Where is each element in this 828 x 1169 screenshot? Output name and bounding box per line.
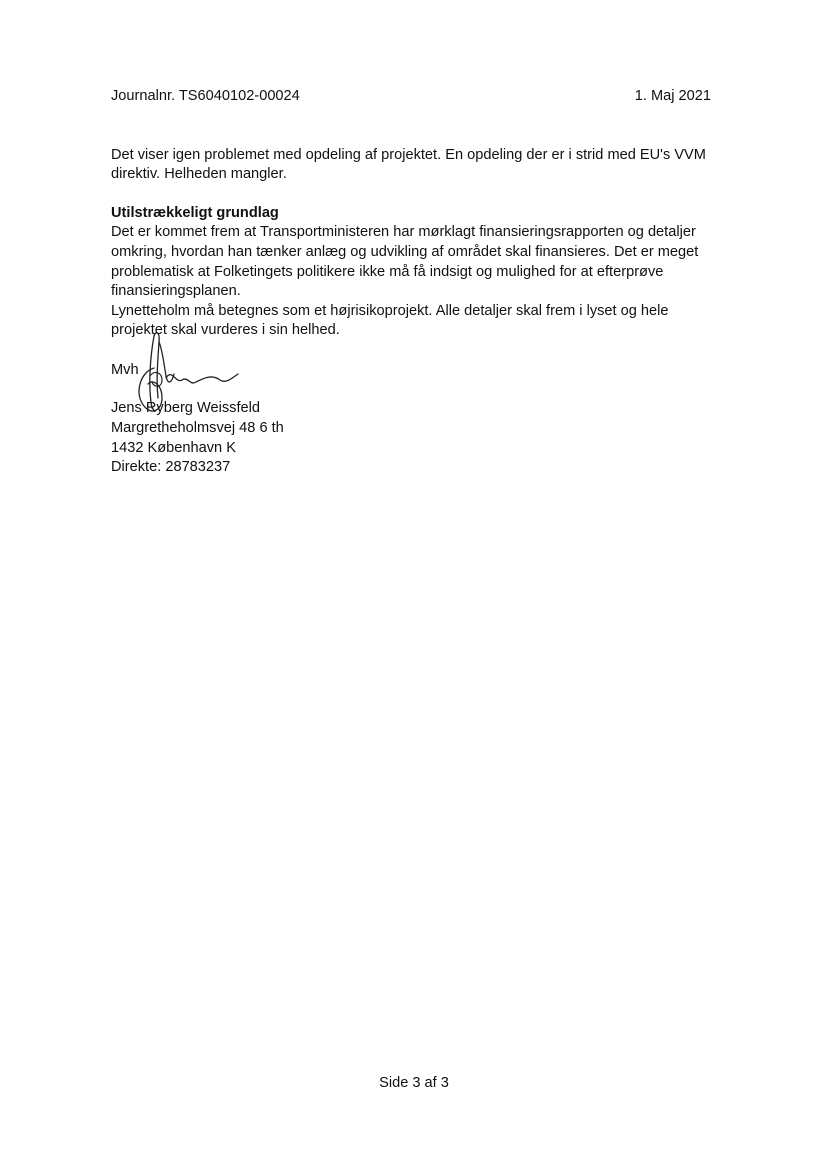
section-line: omkring, hvordan han tænker anlæg og udvikling af området skal finansieres. Det er meget (111, 244, 699, 260)
salutation: Mvh (111, 362, 139, 378)
section-line: finansieringsplanen. (111, 283, 241, 299)
intro-line: direktiv. Helheden mangler. (111, 166, 287, 182)
document-date: 1. Maj 2021 (634, 88, 711, 104)
section-line: Lynetteholm må betegnes som et højrisikoprojekt. Alle detaljer skal frem i lyset og hele (111, 303, 669, 319)
section-heading: Utilstrækkeligt grundlag (111, 205, 279, 221)
journal-number: Journalnr. TS6040102-00024 (111, 88, 300, 104)
page-number: Side 3 af 3 (379, 1075, 449, 1091)
section-line: projektet skal vurderes i sin helhed. (111, 322, 340, 338)
section-line: problematisk at Folketingets politikere ikke må få indsigt og mulighed for at efterprøve (111, 264, 664, 280)
handwritten-signature (132, 328, 252, 424)
intro-line: Det viser igen problemet med opdeling af projektet. En opdeling der er i strid med EU's VVM (111, 147, 706, 163)
sender-name: Jens Ryberg Weissfeld (111, 400, 260, 416)
section-line: Det er kommet frem at Transportministeren har mørklagt finansieringsrapporten og detaljer (111, 224, 696, 240)
sender-address-line1: Margretheholmsvej 48 6 th (111, 420, 284, 436)
sender-phone: Direkte: 28783237 (111, 459, 231, 475)
sender-address-line2: 1432 København K (111, 440, 236, 456)
